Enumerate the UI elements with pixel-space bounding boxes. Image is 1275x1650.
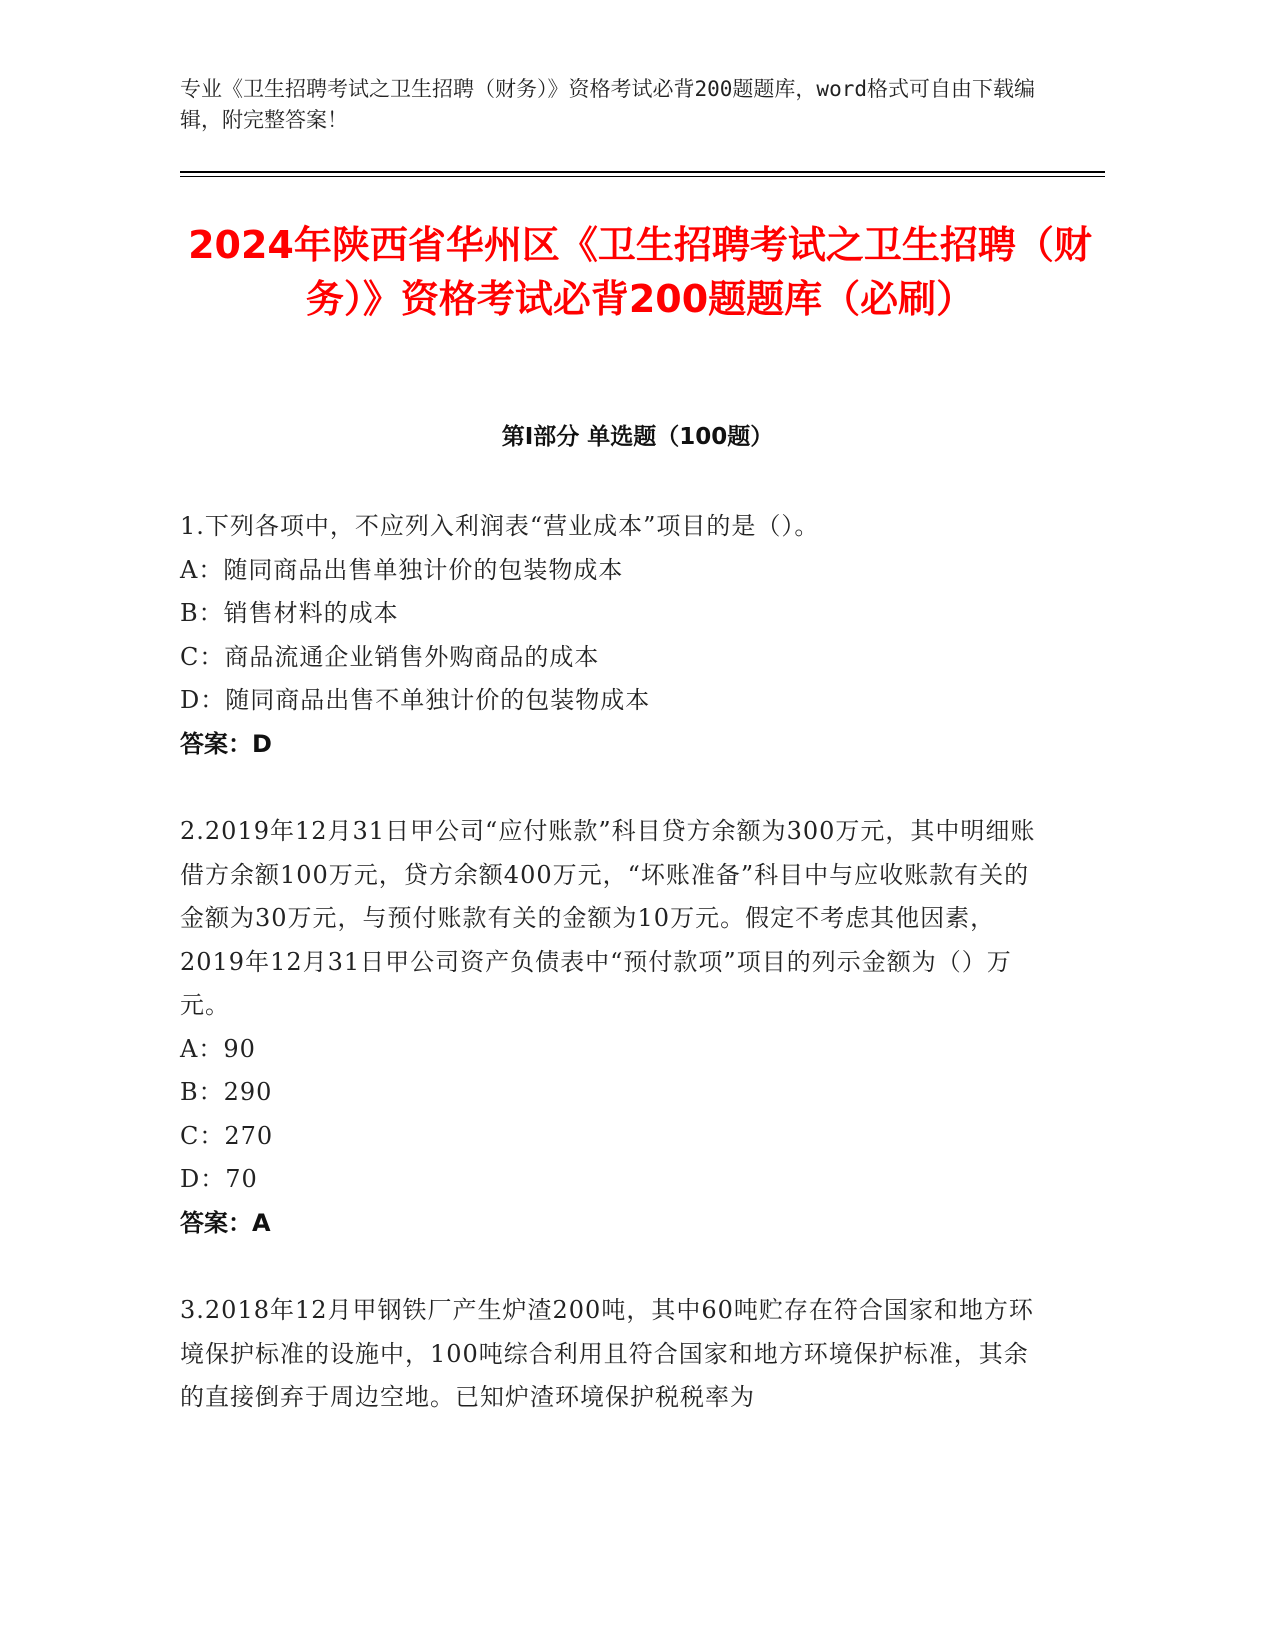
answer-line	[180, 723, 1050, 767]
header-rule-thick	[180, 171, 1105, 173]
option-c: C：商品流通企业销售外购商品的成本	[180, 642, 600, 671]
answer-prefix: 答案：	[180, 1208, 252, 1237]
option-d: D：70	[180, 1165, 258, 1193]
question-2	[180, 810, 1050, 1245]
header-note: 专业《卫生招聘考试之卫生招聘（财务）》资格考试必背200题题库，word格式可自由下载编辑，附完整答案！	[180, 77, 1035, 132]
option-b: B：290	[180, 1078, 273, 1106]
option-a: A：随同商品出售单独计价的包装物成本	[180, 555, 624, 584]
option-b: B：销售材料的成本	[180, 599, 399, 627]
answer-value: D	[252, 729, 272, 758]
option-a: A：90	[180, 1034, 256, 1063]
answer-value: A	[252, 1208, 271, 1237]
question-list	[180, 505, 1050, 1464]
header-rule-thin	[180, 176, 1105, 177]
question-1	[180, 505, 1050, 766]
document-title: 2024年陕西省华州区《卫生招聘考试之卫生招聘（财务）》资格考试必背200题题库（必刷）	[188, 223, 1092, 321]
question-stem: 2.2019年12月31日甲公司“应付账款”科目贷方余额为300万元，其中明细账借方余额100万元，贷方余额400万元，“坏账准备”科目中与应收账款有关的金额为30万元，与预付账款有关的金额为10万元。假定不考虑其他因素，2019年12月31日甲公司资产负债表中“预付款项”项目的列示金额为（）万元。	[180, 817, 1036, 1019]
question-stem: 1.下列各项中，不应列入利润表“营业成本”项目的是（）。	[180, 512, 820, 540]
option-c: C：270	[180, 1121, 274, 1150]
option-d: D：随同商品出售不单独计价的包装物成本	[180, 686, 651, 714]
answer-prefix: 答案：	[180, 729, 252, 758]
answer-line	[180, 1202, 1050, 1246]
question-3	[180, 1289, 1050, 1420]
section-title: 第I部分 单选题（100题）	[501, 424, 774, 450]
question-stem: 3.2018年12月甲钢铁厂产生炉渣200吨，其中60吨贮存在符合国家和地方环境保护标准的设施中，100吨综合利用且符合国家和地方环境保护标准，其余的直接倒弃于周边空地。已知炉渣环境保护税税率为	[180, 1296, 1034, 1411]
